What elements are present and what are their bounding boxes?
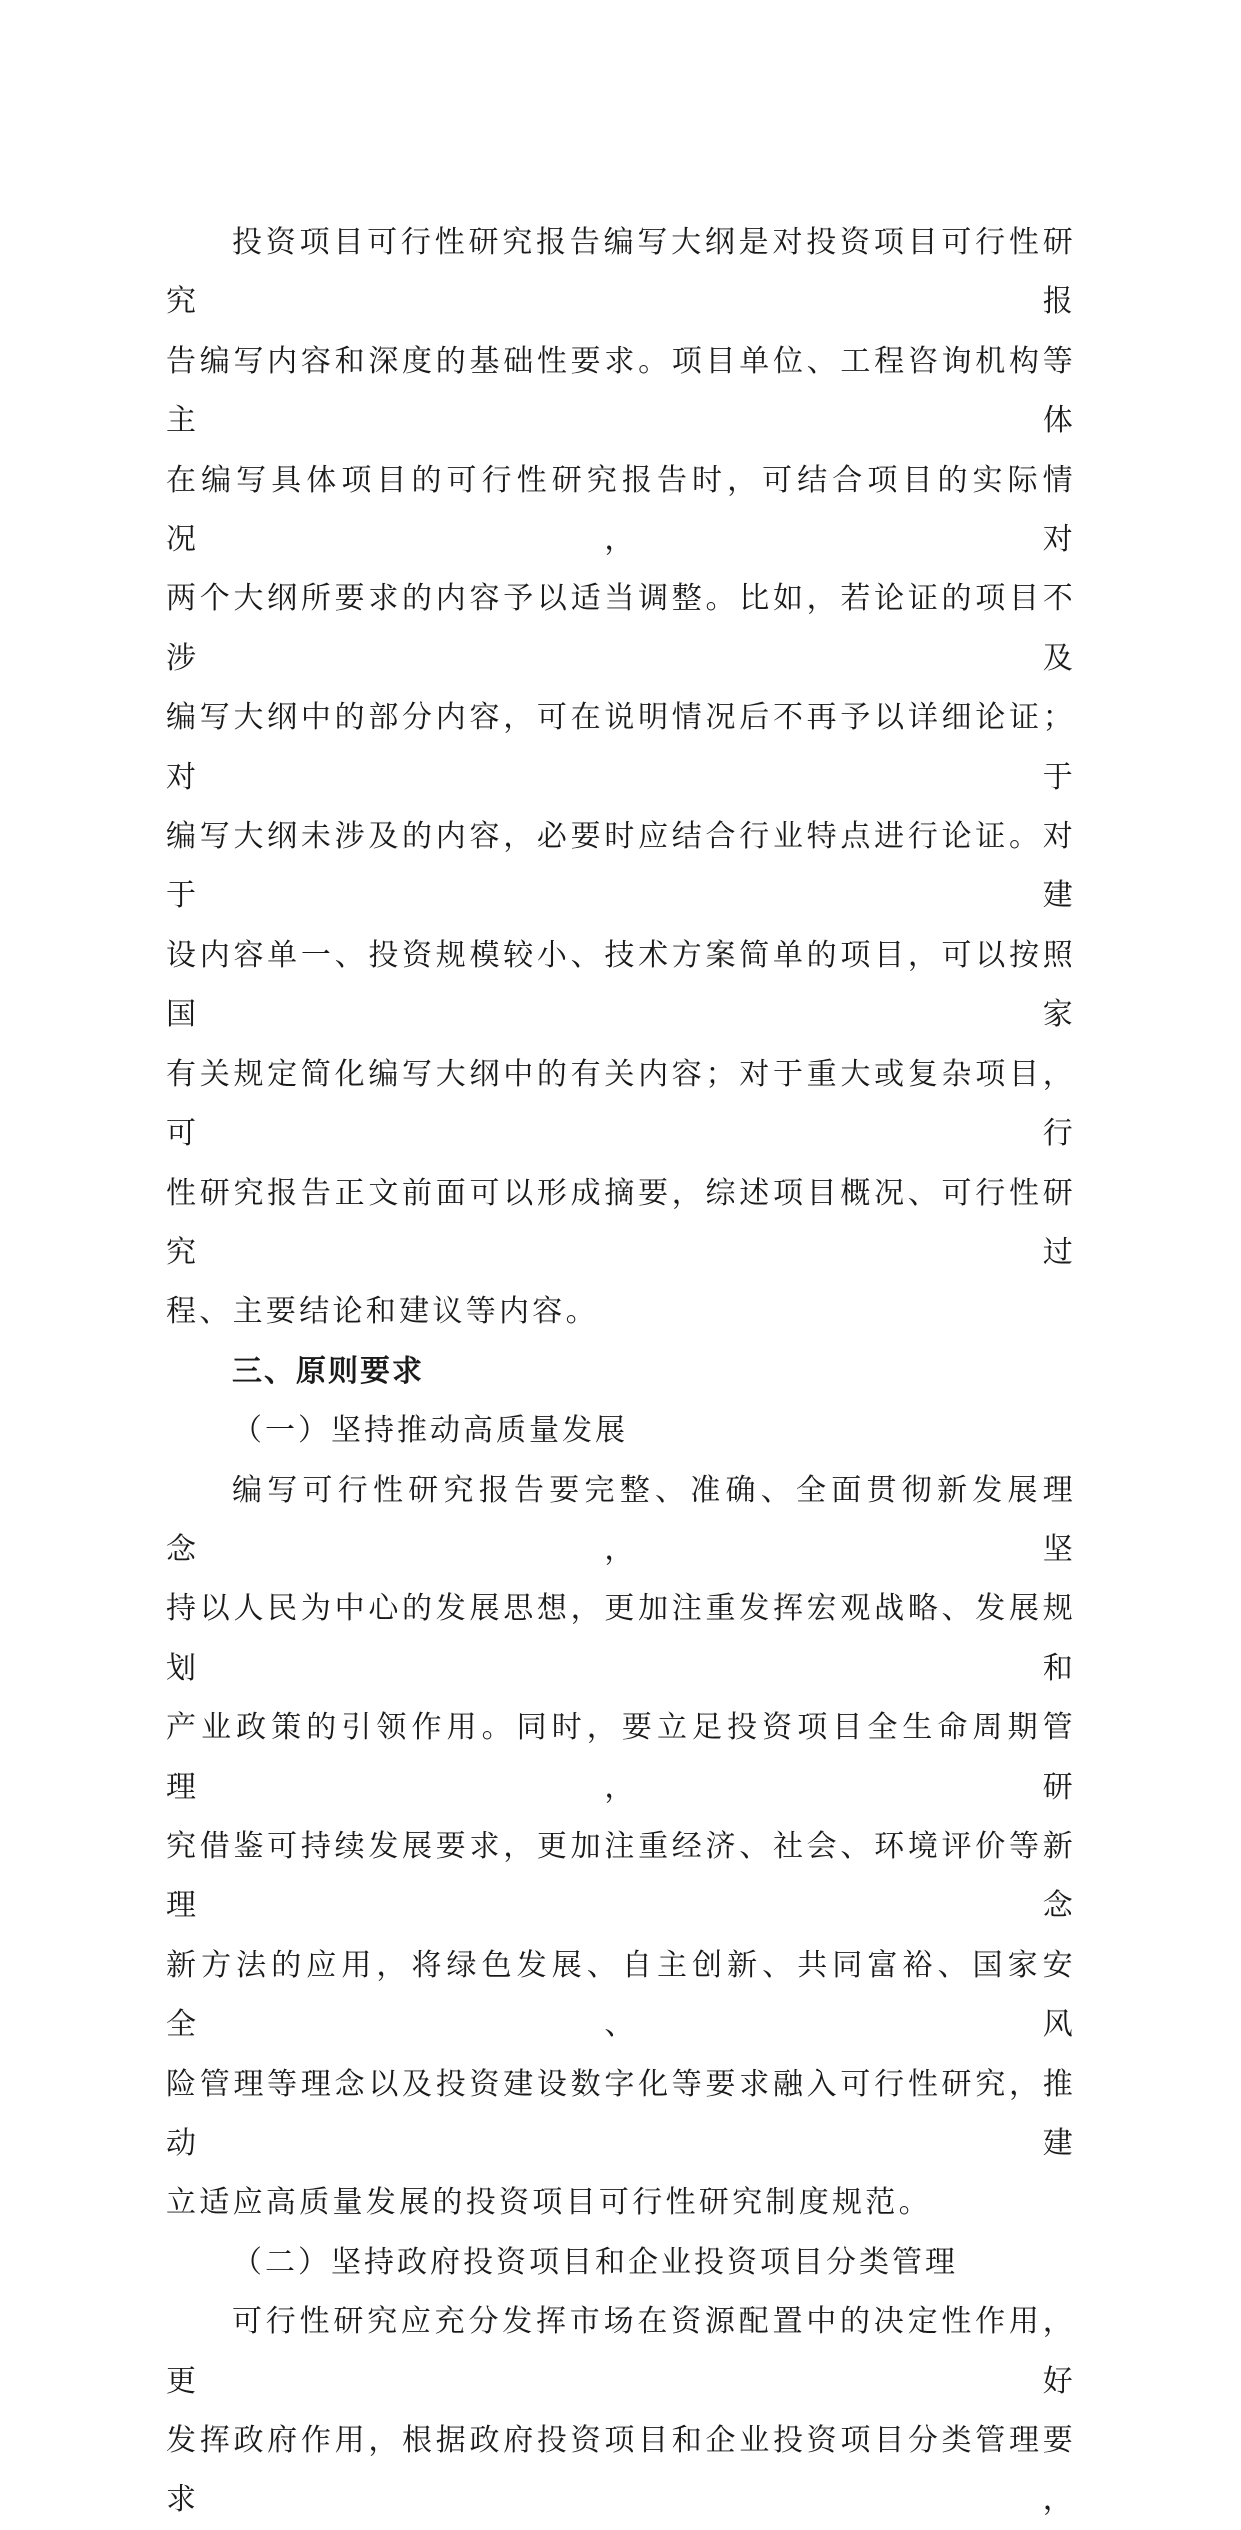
text-line: 编写可行性研究报告要完整、准确、全面贯彻新发展理念，坚 (166, 1472, 1076, 1567)
text-line: 告编写内容和深度的基础性要求。项目单位、工程咨询机构等主体 (166, 343, 1076, 439)
text-line: 投资项目可行性研究报告编写大纲是对投资项目可行性研究报 (166, 225, 1076, 320)
text-line: 产业政策的引领作用。同时，要立足投资项目全生命周期管理，研 (166, 1710, 1076, 1805)
section-heading: 三、原则要求 (232, 1353, 424, 1389)
text-line: 程、主要结论和建议等内容。 (166, 1294, 599, 1330)
text-line: 险管理等理念以及投资建设数字化等要求融入可行性研究，推动建 (166, 2066, 1076, 2161)
text-line: 可行性研究应充分发挥市场在资源配置中的决定性作用，更好 (166, 2304, 1076, 2399)
text-line: 编写大纲中的部分内容，可在说明情况后不再予以详细论证；对于 (166, 700, 1076, 795)
subsection-heading-classified-management: （二）坚持政府投资项目和企业投资项目分类管理 (232, 2244, 958, 2280)
document-body (166, 213, 1076, 2530)
text-line: 立适应高质量发展的投资项目可行性研究制度规范。 (166, 2185, 932, 2221)
text-line: 编写大纲未涉及的内容，必要时应结合行业特点进行论证。对于建 (166, 819, 1076, 914)
text-line: 发挥政府作用，根据政府投资项目和企业投资项目分类管理要求， (166, 2423, 1076, 2518)
text-line: 两个大纲所要求的内容予以适当调整。比如，若论证的项目不涉及 (166, 581, 1076, 676)
text-line: 有关规定简化编写大纲中的有关内容；对于重大或复杂项目，可行 (166, 1056, 1076, 1152)
text-line: 设内容单一、投资规模较小、技术方案简单的项目，可以按照国家 (166, 937, 1076, 1033)
paragraph-quality-development (166, 1461, 1076, 2233)
subsection-heading-quality-development: （一）坚持推动高质量发展 (232, 1413, 628, 1449)
text-line: 究借鉴可持续发展要求，更加注重经济、社会、环境评价等新理念 (166, 1828, 1076, 1924)
text-line: 性研究报告正文前面可以形成摘要，综述项目概况、可行性研究过 (166, 1175, 1076, 1270)
text-line: 持以人民为中心的发展思想，更加注重发挥宏观战略、发展规划和 (166, 1591, 1076, 1686)
paragraph-classified-management (166, 2292, 1076, 2530)
text-line: 在编写具体项目的可行性研究报告时，可结合项目的实际情况，对 (166, 462, 1076, 558)
paragraph-outline-adjustment (166, 213, 1076, 1342)
text-line: 新方法的应用，将绿色发展、自主创新、共同富裕、国家安全、风 (166, 1947, 1076, 2043)
